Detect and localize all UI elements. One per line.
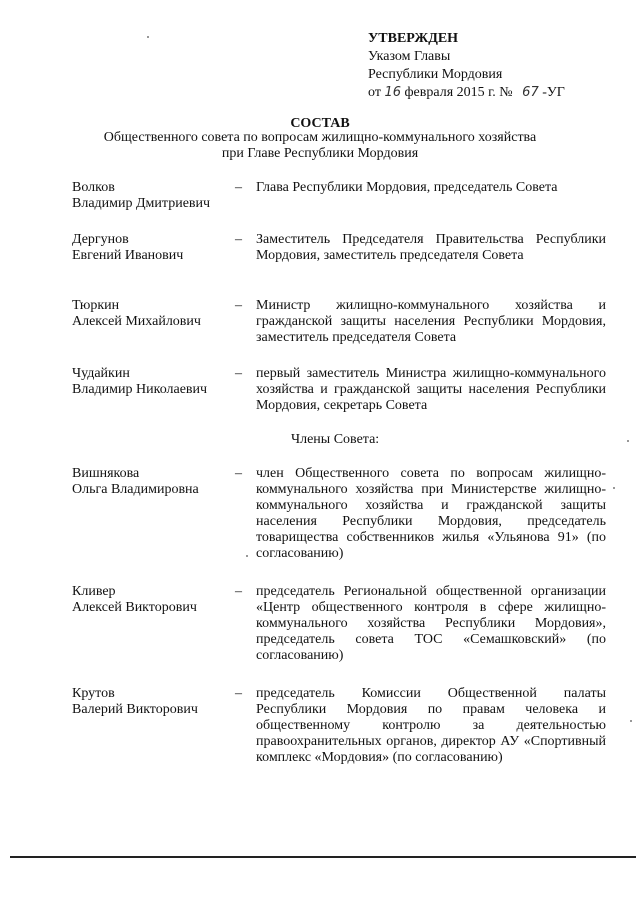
page-bottom-rule: [10, 856, 636, 858]
scan-speck: [246, 555, 248, 557]
member-given-name: Владимир Дмитриевич: [72, 196, 211, 211]
date-prefix: от: [368, 85, 381, 100]
subtitle-line-1: Общественного совета по вопросам жилищно-коммунального хозяйства: [103, 130, 537, 145]
member-surname: Крутов: [72, 686, 115, 701]
document-subtitle: [40, 130, 600, 162]
member-role: председатель Региональной общественной организации «Центр общественного контроля в сфере жилищно-коммунального хозяйства Республики Мордовия», председатель совета ТОС «Семашковский» (по согласованию): [256, 584, 606, 663]
member-dash: –: [235, 466, 242, 481]
member-dash: –: [235, 180, 242, 195]
member-given-name: Алексей Викторович: [72, 600, 197, 615]
scan-speck: [147, 36, 149, 38]
member-dash: –: [235, 298, 242, 313]
subtitle-line-2: при Главе Республики Мордовия: [221, 146, 419, 161]
member-name: [72, 584, 232, 616]
member-role: Министр жилищно-коммунального хозяйства и гражданской защиты населения Республики Мордовия, заместитель председателя Совета: [256, 298, 606, 345]
member-name: [72, 180, 232, 212]
member-surname: Кливер: [72, 584, 116, 599]
member-name: [72, 466, 232, 498]
scan-speck: [630, 720, 632, 722]
decree-number-handwritten: 67: [522, 85, 539, 100]
member-surname: Тюркин: [72, 298, 120, 313]
member-given-name: Евгений Иванович: [72, 248, 184, 263]
approval-line-decree: Указом Главы: [368, 49, 451, 64]
member-dash: –: [235, 584, 242, 599]
date-day-handwritten: 16: [384, 85, 401, 100]
approval-line-republic: Республики Мордовия: [368, 67, 503, 82]
member-name: [72, 366, 232, 398]
member-dash: –: [235, 686, 242, 701]
member-surname: Дергунов: [72, 232, 129, 247]
approval-stamp: [368, 30, 565, 102]
member-given-name: Валерий Викторович: [72, 702, 198, 717]
member-role: Заместитель Председателя Правительства Республики Мордовия, заместитель председателя Совета: [256, 232, 606, 263]
member-dash: –: [235, 232, 242, 247]
approval-date-line: [368, 84, 565, 102]
member-role: член Общественного совета по вопросам жилищно-коммунального хозяйства при Министерстве жилищно-коммунального хозяйства и гражданской защиты населения Республики Мордовия, председатель товарищества собственников жилья «Ульянова 91» (по согласованию): [256, 466, 606, 561]
member-role: первый заместитель Министра жилищно-коммунального хозяйства и гражданской защиты населения Республики Мордовия, секретарь Совета: [256, 366, 606, 413]
scan-speck: [613, 487, 615, 489]
date-suffix: февраля 2015 г. №: [404, 85, 513, 100]
approval-title: УТВЕРЖДЕН: [368, 31, 459, 46]
member-given-name: Владимир Николаевич: [72, 382, 208, 397]
member-role: Глава Республики Мордовия, председатель Совета: [256, 180, 558, 195]
member-given-name: Ольга Владимировна: [72, 482, 199, 497]
member-given-name: Алексей Михайлович: [72, 314, 201, 329]
member-surname: Волков: [72, 180, 115, 195]
members-section-heading: Члены Совета:: [291, 432, 380, 447]
member-surname: Вишнякова: [72, 466, 140, 481]
member-role: председатель Комиссии Общественной палаты Республики Мордовия по правам человека и общественному контролю за деятельностью правоохранительных органов, директор АУ «Спортивный комплекс «Мордовия» (по согласованию): [256, 686, 606, 765]
member-name: [72, 686, 232, 718]
document-title: СОСТАВ: [290, 116, 350, 131]
scan-speck: [627, 440, 629, 442]
member-name: [72, 298, 232, 330]
decree-number-suffix: -УГ: [542, 85, 565, 100]
member-name: [72, 232, 232, 264]
member-dash: –: [235, 366, 242, 381]
member-surname: Чудайкин: [72, 366, 130, 381]
